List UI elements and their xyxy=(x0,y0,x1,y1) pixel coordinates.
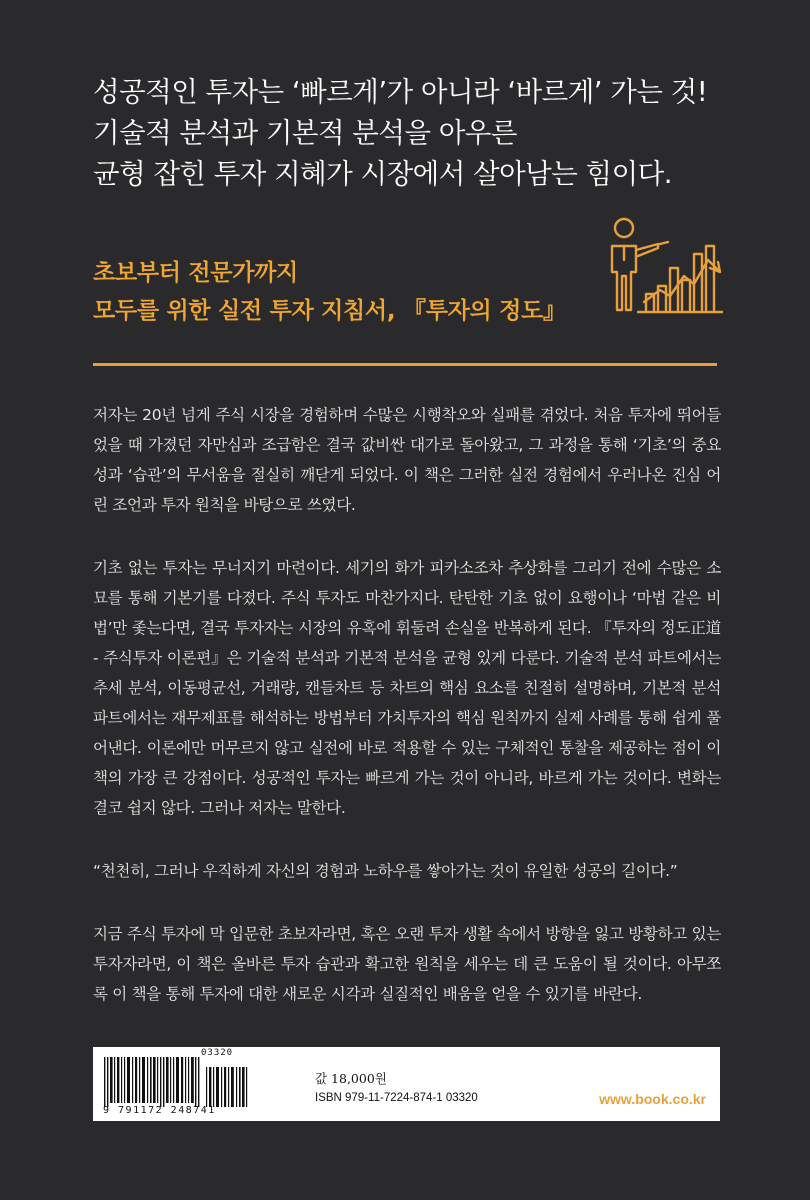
description-paragraph-1: 저자는 20년 넘게 주식 시장을 경험하며 수많은 시행착오와 실패를 겪었다. 처음 투자에 뛰어들었을 때 가졌던 자만심과 조급함은 결국 값비싼 대가로 돌아왔고, 그 과정을 통해 ‘기초’의 중요성과 ‘습관’의 무서움을 절실히 깨닫게 되었다. 이 책은 그러한 실전 경험에서 우러나온 진심 어린 조언과 투자 원칙을 바탕으로 쓰였다. xyxy=(93,406,721,514)
barcode-bars xyxy=(104,1057,247,1107)
divider-rule xyxy=(93,363,717,366)
description xyxy=(93,400,721,1042)
barcode-digits: 9 791172 248741 xyxy=(103,1105,216,1116)
isbn-barcode xyxy=(100,1055,300,1107)
presenter-pointing-at-rising-chart-icon xyxy=(598,210,728,320)
description-paragraph-3: 지금 주식 투자에 막 입문한 초보자라면, 혹은 오랜 투자 생활 속에서 방향을 잃고 방황하고 있는 투자자라면, 이 책은 올바른 투자 습관과 확고한 원칙을 세우는 데 큰 도움이 될 것이다. 아무쪼록 이 책을 통해 투자에 대한 새로운 시각과 실질적인 배움을 얻을 수 있기를 바란다. xyxy=(93,925,721,1003)
description-paragraph-2: 기초 없는 투자는 무너지기 마련이다. 세기의 화가 피카소조차 추상화를 그리기 전에 수많은 소묘를 통해 기본기를 다졌다. 주식 투자도 마찬가지다. 탄탄한 기초 없이 요행이나 ‘마법 같은 비법’만 좇는다면, 결국 투자자는 시장의 유혹에 휘둘려 손실을 반복하게 된다. 『투자의 정도正道 - 주식투자 이론편』은 기술적 분석과 기본적 분석을 균형 있게 다룬다. 기술적 분석 파트에서는 추세 분석, 이동평균선, 거래량, 캔들차트 등 차트의 핵심 요소를 친절히 설명하며, 기본적 분석 파트에서는 재무제표를 해석하는 방법부터 가치투자의 핵심 원칙까지 실제 사례를 통해 쉽게 풀어낸다. 이론에만 머무르지 않고 실전에 바로 적용할 수 있는 구체적인 통찰을 제공하는 점이 이 책의 가장 큰 강점이다. 성공적인 투자는 빠르게 가는 것이 아니라, 바르게 가는 것이다. 변화는 결코 쉽지 않다. 그러나 저자는 말한다. xyxy=(93,559,721,817)
headline-line-3: 균형 잡힌 투자 지혜가 시장에서 살아남는 힘이다. xyxy=(93,158,672,190)
subheadline-line-2: 모두를 위한 실전 투자 지침서, 『투자의 정도』 xyxy=(93,298,566,324)
subheadline xyxy=(93,254,566,330)
barcode-panel xyxy=(93,1047,720,1121)
headline-line-2: 기술적 분석과 기본적 분석을 아우른 xyxy=(93,117,517,149)
headline xyxy=(93,72,753,195)
subheadline-line-1: 초보부터 전문가까지 xyxy=(93,260,298,286)
isbn-label: ISBN 979-11-7224-874-1 03320 xyxy=(315,1092,478,1104)
headline-line-1: 성공적인 투자는 ‘빠르게’가 아니라 ‘바르게’ 가는 것! xyxy=(93,76,708,108)
price-label: 값 18,000원 xyxy=(315,1071,387,1086)
description-quote: “천천히, 그러나 우직하게 자신의 경험과 노하우를 쌓아가는 것이 유일한 성공의 길이다.” xyxy=(93,862,678,880)
publisher-url: www.book.co.kr xyxy=(599,1091,706,1107)
barcode-addon-digits: 03320 xyxy=(201,1048,234,1058)
